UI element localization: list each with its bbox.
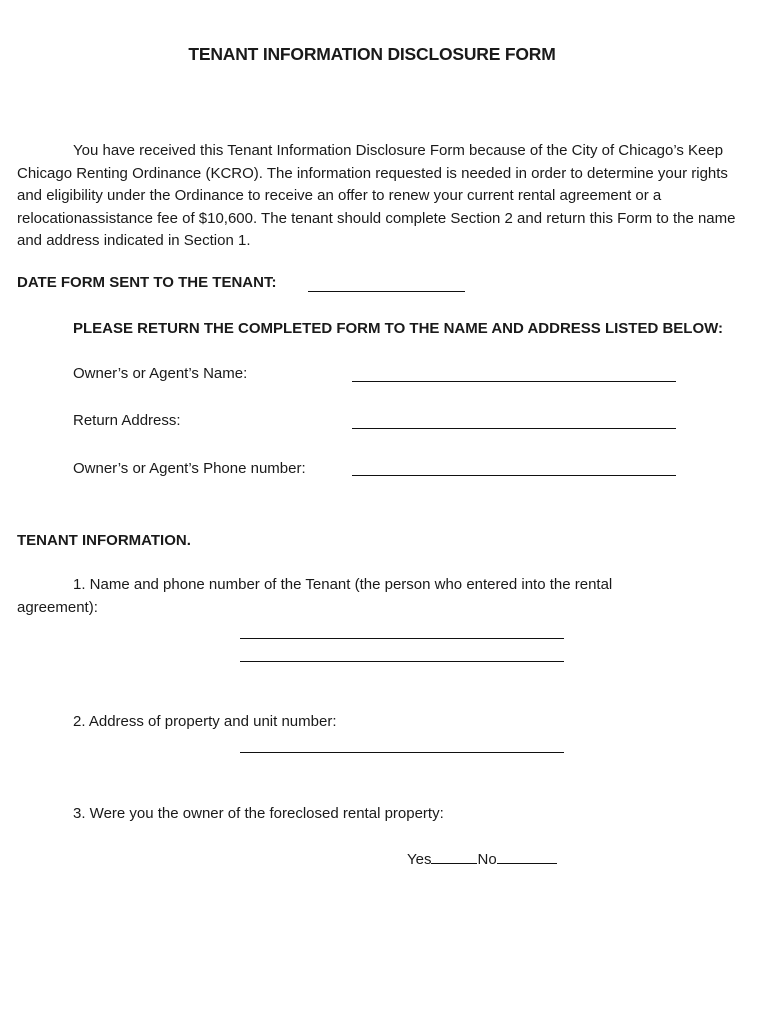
yes-blank[interactable] [431,850,477,864]
owner-name-field[interactable] [352,381,676,382]
owner-yes-no [407,850,557,868]
form-title: TENANT INFORMATION DISCLOSURE FORM [188,44,556,64]
owner-phone-field[interactable] [352,475,676,476]
property-address-field[interactable] [240,752,564,753]
question-1-line-2: agreement): [17,599,98,616]
return-address-label: Return Address: [73,412,181,429]
owner-name-label: Owner’s or Agent’s Name: [73,365,248,382]
question-2: 2. Address of property and unit number: [73,713,337,730]
tenant-phone-field[interactable] [240,661,564,662]
date-sent-label: DATE FORM SENT TO THE TENANT: [17,274,277,291]
question-1-line-1: 1. Name and phone number of the Tenant (the person who entered into the rental [73,576,613,593]
return-instruction: PLEASE RETURN THE COMPLETED FORM TO THE NAME AND ADDRESS LISTED BELOW: [73,320,724,337]
no-blank[interactable] [497,850,557,864]
date-sent-field[interactable] [308,291,465,292]
intro-paragraph: You have received this Tenant Information Disclosure Form because of the City of Chicago’s Keep Chicago Renting Ordinance (KCRO). The information requested is needed in order to determine your rights and eligibility under the Ordinance to receive an offer to renew your current rental agreement or a relocationassistance fee of $10,600. The tenant should complete Section 2 and return this Form to the name and address indicated in Section 1. [17,142,736,249]
question-3: 3. Were you the owner of the foreclosed rental property: [73,805,444,822]
yes-label: Yes [407,851,432,868]
tenant-section-heading: TENANT INFORMATION. [17,532,191,549]
no-label: No [477,851,497,868]
owner-phone-label: Owner’s or Agent’s Phone number: [73,460,306,477]
tenant-name-field[interactable] [240,638,564,639]
return-address-field[interactable] [352,428,676,429]
